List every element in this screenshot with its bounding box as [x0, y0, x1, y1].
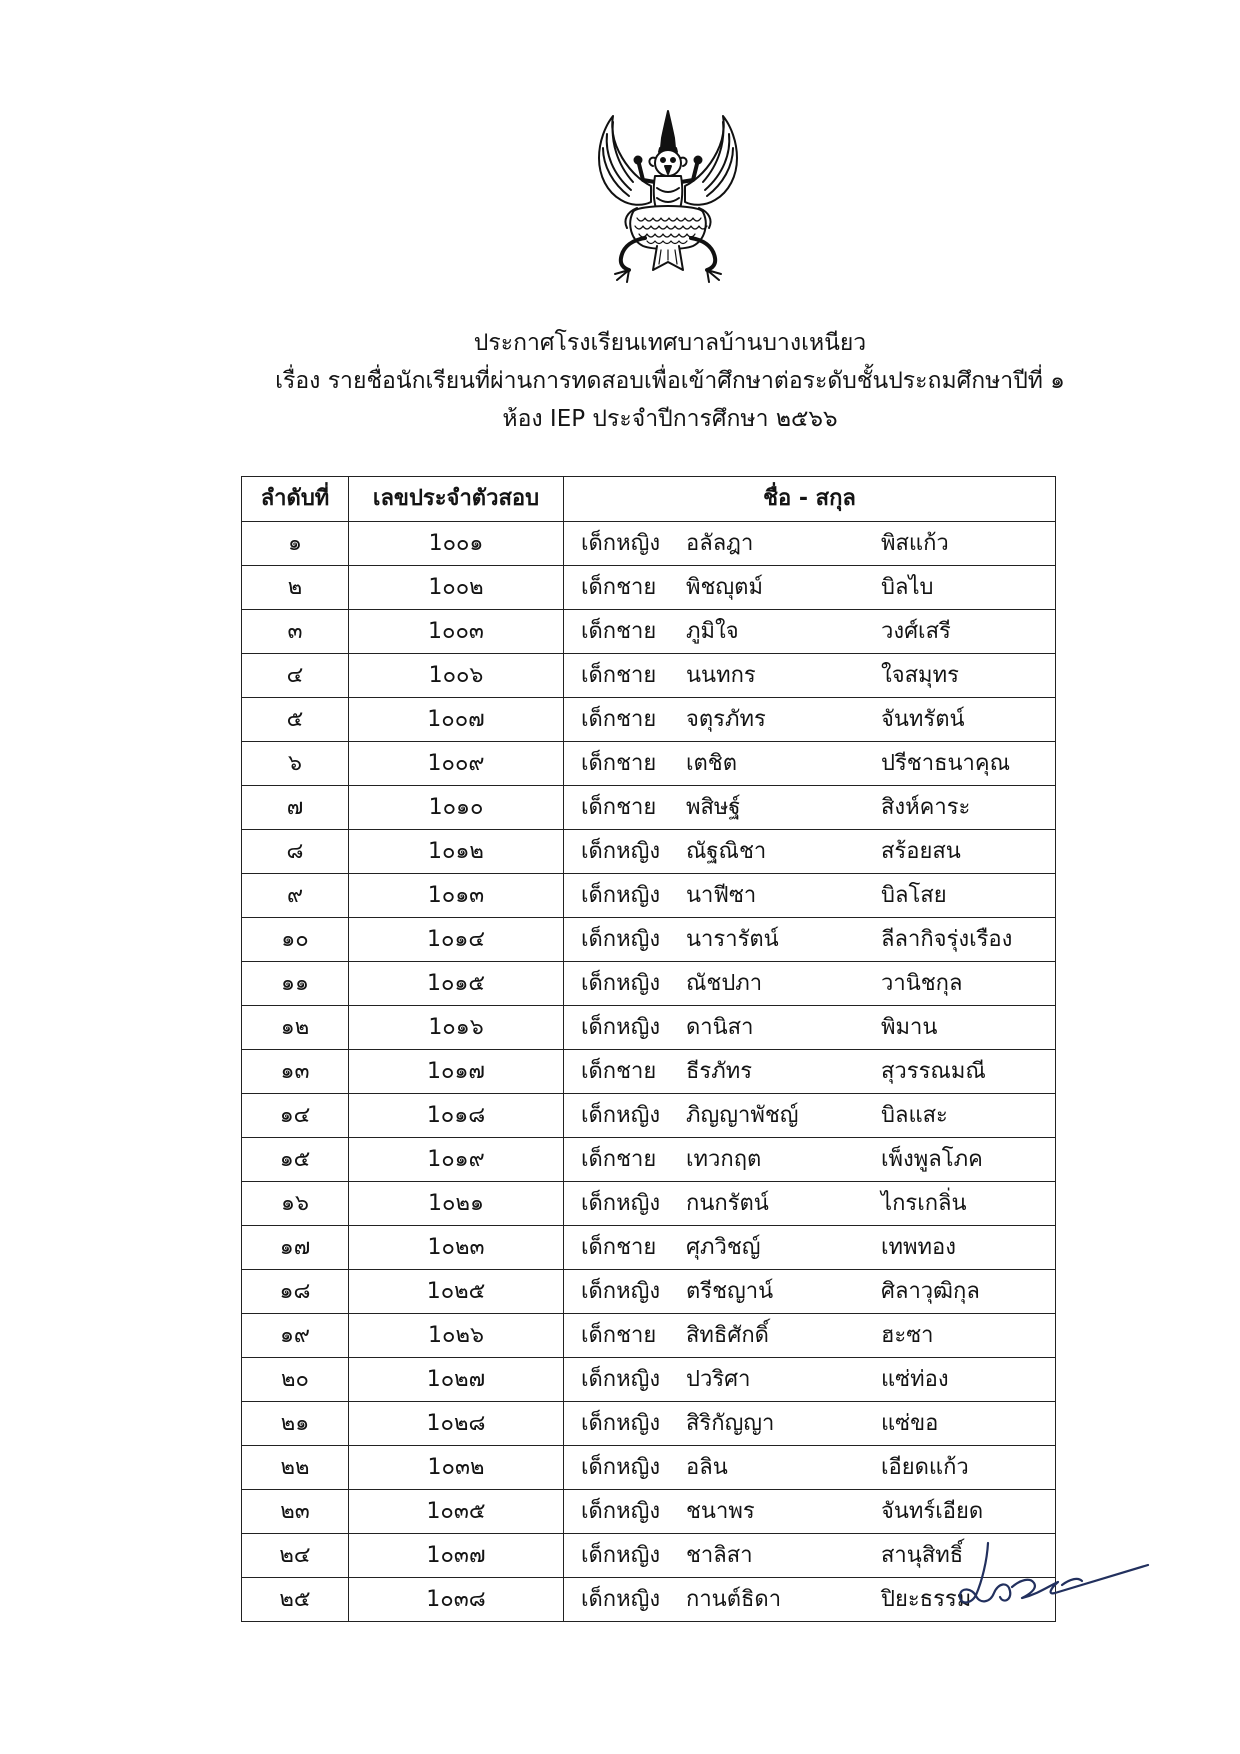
last-name: เพ็งพูลโภค: [881, 1146, 983, 1172]
table-row: [242, 742, 1056, 786]
table-header-row: [242, 477, 1056, 522]
exam-id: 1๐๑๒: [349, 830, 564, 874]
last-name: จันทรัตน์: [881, 706, 965, 732]
student-name-cell: [564, 522, 1056, 566]
row-number: ๒๓: [242, 1490, 349, 1534]
table-row: [242, 1094, 1056, 1138]
student-name-cell: [564, 962, 1056, 1006]
exam-id: 1๐๒๓: [349, 1226, 564, 1270]
name-prefix: เด็กหญิง: [581, 1190, 661, 1216]
first-name: ปวริศา: [686, 1366, 751, 1392]
student-name-cell: [564, 830, 1056, 874]
name-prefix: เด็กหญิง: [581, 838, 661, 864]
last-name: ปิยะธรรม: [881, 1586, 972, 1612]
table-row: [242, 1402, 1056, 1446]
row-number: ๘: [242, 830, 349, 874]
first-name: เทวกฤต: [686, 1146, 762, 1172]
table-row: [242, 610, 1056, 654]
name-prefix: เด็กหญิง: [581, 1366, 661, 1392]
garuda-emblem-icon: [593, 108, 743, 283]
student-name-cell: [564, 1094, 1056, 1138]
exam-id: 1๐๒๕: [349, 1270, 564, 1314]
last-name: จันทร์เอียด: [881, 1498, 984, 1524]
row-number: ๑๘: [242, 1270, 349, 1314]
name-prefix: เด็กชาย: [581, 1234, 657, 1260]
row-number: ๑๙: [242, 1314, 349, 1358]
table-row: [242, 1138, 1056, 1182]
exam-id: 1๐๒๑: [349, 1182, 564, 1226]
last-name: วานิชกุล: [881, 970, 963, 996]
student-name-cell: [564, 874, 1056, 918]
last-name: สิงห์คาระ: [881, 794, 971, 820]
last-name: บิลแสะ: [881, 1102, 948, 1128]
last-name: สานุสิทธิ์: [881, 1542, 964, 1568]
name-prefix: เด็กหญิง: [581, 926, 661, 952]
table-row: [242, 786, 1056, 830]
table-row: [242, 1358, 1056, 1402]
name-prefix: เด็กหญิง: [581, 1498, 661, 1524]
first-name: กนกรัตน์: [686, 1190, 769, 1216]
name-prefix: เด็กชาย: [581, 794, 657, 820]
first-name: สิทธิศักดิ์: [686, 1322, 769, 1348]
last-name: ฮะซา: [881, 1322, 934, 1348]
row-number: ๕: [242, 698, 349, 742]
first-name: ชาลิสา: [686, 1542, 753, 1568]
name-prefix: เด็กชาย: [581, 1058, 657, 1084]
first-name: ภิญญาพัชญ์: [686, 1102, 799, 1128]
row-number: ๒: [242, 566, 349, 610]
row-number: ๒๐: [242, 1358, 349, 1402]
student-name-cell: [564, 918, 1056, 962]
first-name: นนทกร: [686, 662, 756, 688]
student-name-cell: [564, 1358, 1056, 1402]
first-name: ตรีชญาน์: [686, 1278, 774, 1304]
name-prefix: เด็กชาย: [581, 750, 657, 776]
row-number: ๗: [242, 786, 349, 830]
last-name: วงศ์เสรี: [881, 618, 951, 644]
exam-id: 1๐๐๑: [349, 522, 564, 566]
exam-id: 1๐๑๘: [349, 1094, 564, 1138]
first-name: เตชิต: [686, 750, 738, 776]
exam-id: 1๐๑๙: [349, 1138, 564, 1182]
student-name-cell: [564, 610, 1056, 654]
name-prefix: เด็กหญิง: [581, 1102, 661, 1128]
table-row: [242, 1314, 1056, 1358]
row-number: ๒๒: [242, 1446, 349, 1490]
first-name: อลิน: [686, 1454, 728, 1480]
first-name: พสิษฐ์: [686, 794, 741, 820]
student-name-cell: [564, 1138, 1056, 1182]
exam-id: 1๐๒๘: [349, 1402, 564, 1446]
exam-id: 1๐๒๗: [349, 1358, 564, 1402]
row-number: ๑๕: [242, 1138, 349, 1182]
title-line-school: ประกาศโรงเรียนเทศบาลบ้านบางเหนียว: [473, 330, 867, 356]
last-name: สุวรรณมณี: [881, 1058, 986, 1084]
exam-id: 1๐๑๗: [349, 1050, 564, 1094]
last-name: ลีลากิจรุ่งเรือง: [881, 926, 1013, 952]
exam-id: 1๐๑๕: [349, 962, 564, 1006]
row-number: ๙: [242, 874, 349, 918]
name-prefix: เด็กชาย: [581, 1322, 657, 1348]
name-prefix: เด็กหญิง: [581, 1278, 661, 1304]
name-prefix: เด็กชาย: [581, 706, 657, 732]
exam-id: 1๐๓๒: [349, 1446, 564, 1490]
last-name: สร้อยสน: [881, 838, 961, 864]
row-number: ๑๔: [242, 1094, 349, 1138]
table-row: [242, 1226, 1056, 1270]
first-name: ศุภวิชญ์: [686, 1234, 761, 1260]
announcement-title: [200, 324, 1140, 438]
table-row: [242, 566, 1056, 610]
exam-id: 1๐๑๔: [349, 918, 564, 962]
row-number: ๒๕: [242, 1578, 349, 1622]
exam-id: 1๐๓๕: [349, 1490, 564, 1534]
row-number: ๓: [242, 610, 349, 654]
table-row: [242, 1270, 1056, 1314]
last-name: ไกรเกลิ่น: [881, 1190, 967, 1216]
row-number: ๑๒: [242, 1006, 349, 1050]
student-name-cell: [564, 1226, 1056, 1270]
header-number: ลำดับที่: [242, 477, 349, 522]
last-name: ศิลาวุฒิกุล: [881, 1278, 980, 1304]
exam-id: 1๐๑๐: [349, 786, 564, 830]
table-row: [242, 522, 1056, 566]
name-prefix: เด็กชาย: [581, 618, 657, 644]
first-name: สิริกัญญา: [686, 1410, 775, 1436]
handwritten-signature-icon: [950, 1525, 1150, 1610]
last-name: เทพทอง: [881, 1234, 956, 1260]
last-name: แซ่ขอ: [881, 1410, 939, 1436]
exam-id: 1๐๑๖: [349, 1006, 564, 1050]
student-name-cell: [564, 1270, 1056, 1314]
table-row: [242, 654, 1056, 698]
first-name: นารารัตน์: [686, 926, 779, 952]
first-name: ชนาพร: [686, 1498, 755, 1524]
row-number: ๑๗: [242, 1226, 349, 1270]
last-name: แซ่ท่อง: [881, 1366, 949, 1392]
name-prefix: เด็กชาย: [581, 662, 657, 688]
table-row: [242, 1578, 1056, 1622]
last-name: บิลโสย: [881, 882, 947, 908]
exam-id: 1๐๐๓: [349, 610, 564, 654]
name-prefix: เด็กหญิง: [581, 882, 661, 908]
table-row: [242, 1490, 1056, 1534]
row-number: ๑๐: [242, 918, 349, 962]
name-prefix: เด็กหญิง: [581, 970, 661, 996]
table-row: [242, 962, 1056, 1006]
title-line-class: ห้อง IEP ประจำปีการศึกษา ๒๕๖๖: [502, 406, 838, 432]
first-name: อลัลฎา: [686, 530, 754, 556]
exam-id: 1๐๐๗: [349, 698, 564, 742]
first-name: ณัฐณิชา: [686, 838, 767, 864]
row-number: ๑๖: [242, 1182, 349, 1226]
row-number: ๖: [242, 742, 349, 786]
last-name: พิมาน: [881, 1014, 938, 1040]
student-name-cell: [564, 1006, 1056, 1050]
student-name-cell: [564, 1050, 1056, 1094]
table-row: [242, 698, 1056, 742]
title-line-subject: เรื่อง รายชื่อนักเรียนที่ผ่านการทดสอบเพื่อเข้าศึกษาต่อระดับชั้นประถมศึกษาปีที่ ๑: [275, 368, 1065, 394]
exam-id: 1๐๓๗: [349, 1534, 564, 1578]
student-name-cell: [564, 698, 1056, 742]
row-number: ๑: [242, 522, 349, 566]
last-name: ใจสมุทร: [881, 662, 959, 688]
row-number: ๒๑: [242, 1402, 349, 1446]
name-prefix: เด็กหญิง: [581, 1454, 661, 1480]
student-name-cell: [564, 566, 1056, 610]
table-row: [242, 1050, 1056, 1094]
name-prefix: เด็กหญิง: [581, 1586, 661, 1612]
student-name-cell: [564, 1314, 1056, 1358]
student-roster-table: [241, 476, 1056, 1622]
student-name-cell: [564, 654, 1056, 698]
row-number: ๑๓: [242, 1050, 349, 1094]
table-row: [242, 1006, 1056, 1050]
student-name-cell: [564, 1446, 1056, 1490]
last-name: บิลไบ: [881, 574, 934, 600]
student-name-cell: [564, 1182, 1056, 1226]
name-prefix: เด็กหญิง: [581, 1542, 661, 1568]
first-name: จตุรภัทร: [686, 706, 766, 732]
row-number: ๒๔: [242, 1534, 349, 1578]
first-name: นาฟีซา: [686, 882, 757, 908]
exam-id: 1๐๐๒: [349, 566, 564, 610]
header-exam-id: เลขประจำตัวสอบ: [349, 477, 564, 522]
table-row: [242, 1182, 1056, 1226]
first-name: ดานิสา: [686, 1014, 754, 1040]
first-name: กานต์ธิดา: [686, 1586, 782, 1612]
name-prefix: เด็กหญิง: [581, 1014, 661, 1040]
row-number: ๔: [242, 654, 349, 698]
name-prefix: เด็กชาย: [581, 574, 657, 600]
table-row: [242, 1446, 1056, 1490]
name-prefix: เด็กหญิง: [581, 1410, 661, 1436]
first-name: ธีรภัทร: [686, 1058, 753, 1084]
name-prefix: เด็กหญิง: [581, 530, 661, 556]
student-name-cell: [564, 786, 1056, 830]
exam-id: 1๐๐๖: [349, 654, 564, 698]
last-name: ปรีชาธนาคุณ: [881, 750, 1011, 776]
table-row: [242, 830, 1056, 874]
first-name: พิชญุตม์: [686, 574, 763, 600]
table-row: [242, 918, 1056, 962]
row-number: ๑๑: [242, 962, 349, 1006]
table-row: [242, 874, 1056, 918]
exam-id: 1๐๐๙: [349, 742, 564, 786]
student-name-cell: [564, 742, 1056, 786]
last-name: พิสแก้ว: [881, 530, 949, 556]
exam-id: 1๐๒๖: [349, 1314, 564, 1358]
name-prefix: เด็กชาย: [581, 1146, 657, 1172]
exam-id: 1๐๓๘: [349, 1578, 564, 1622]
exam-id: 1๐๑๓: [349, 874, 564, 918]
first-name: ณัชปภา: [686, 970, 763, 996]
first-name: ภูมิใจ: [686, 618, 739, 644]
header-name: ชื่อ - สกุล: [564, 477, 1056, 522]
last-name: เอียดแก้ว: [881, 1454, 969, 1480]
student-name-cell: [564, 1402, 1056, 1446]
table-row: [242, 1534, 1056, 1578]
